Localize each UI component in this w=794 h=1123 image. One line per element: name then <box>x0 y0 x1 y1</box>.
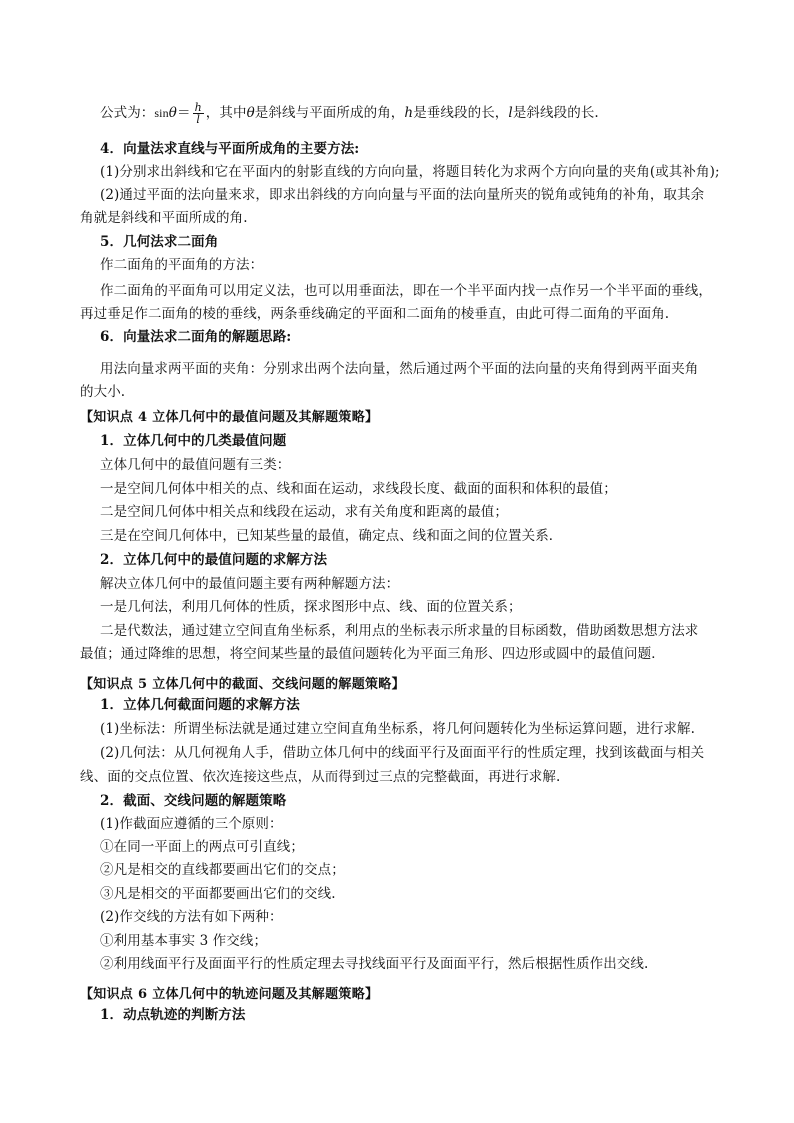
paragraph: (1)分别求出斜线和它在平面内的射影直线的方向向量，将题目转化为求两个方向向量的夹角(或其补角); <box>100 164 720 180</box>
paragraph: 三是在空间几何体中，已知某些量的最值，确定点、线和面之间的位置关系． <box>100 528 563 544</box>
list-item: ②凡是相交的直线都要画出它们的交点； <box>100 862 345 878</box>
paragraph: 立体几何中的最值问题有三类： <box>100 457 291 473</box>
theta-symbol: θ <box>168 105 177 121</box>
paragraph: (1)坐标法：所谓坐标法就是通过建立空间直角坐标系，将几何问题转化为坐标运算问题，进行求解. <box>100 721 696 737</box>
paragraph: 角就是斜线和平面所成的角. <box>80 210 248 226</box>
knowledge-point-5-header: 【知识点 5 立体几何中的截面、交线问题的解题策略】 <box>80 677 405 692</box>
list-item: ①利用基本事实 3 作交线； <box>100 933 268 949</box>
list-item: ①在同一平面上的两点可引直线； <box>100 839 304 855</box>
list-item: ③凡是相交的平面都要画出它们的交线. <box>100 886 336 902</box>
paragraph: 用法向量求两平面的夹角：分别求出两个法向量，然后通过两个平面的法向量的夹角得到两平面夹角 <box>100 361 699 377</box>
paragraph: 作二面角的平面角的方法： <box>100 257 264 273</box>
formula-l: l <box>508 105 513 121</box>
section-5-title: 5．几何法求二面角 <box>100 234 219 250</box>
sine-formula <box>154 102 205 125</box>
formula-prefix: 公式为： <box>100 105 155 121</box>
subsection-title: 1．动点轨迹的判断方法 <box>100 1007 246 1023</box>
knowledge-point-6-header: 【知识点 6 立体几何中的轨迹问题及其解题策略】 <box>80 987 379 1002</box>
paragraph: 二是代数法，通过建立空间直角坐标系，利用点的坐标表示所求量的目标函数，借助函数思想方法求 <box>100 623 699 639</box>
paragraph: 作二面角的平面角可以用定义法，也可以用垂面法，即在一个半平面内找一点作另一个半平面的垂线， <box>100 283 712 299</box>
formula-line <box>100 102 750 125</box>
paragraph: 最值；通过降维的思想，将空间某些量的最值问题转化为平面三角形、四边形或圆中的最值问题． <box>80 646 665 662</box>
subsection-title: 1．立体几何中的几类最值问题 <box>100 433 287 449</box>
subsection-title: 1．立体几何截面问题的求解方法 <box>100 697 300 713</box>
equals-sign: ＝ <box>176 105 191 121</box>
fraction-numerator: h <box>194 101 202 114</box>
section-6-title: 6．向量法求二面角的解题思路: <box>100 329 292 345</box>
subsection-title: 2．立体几何中的最值问题的求解方法 <box>100 552 328 568</box>
formula-h: h <box>404 105 414 121</box>
subsection-title: 2．截面、交线问题的解题策略 <box>100 793 287 809</box>
paragraph: 线、面的交点位置、依次连接这些点，从而得到过三点的完整截面，再进行求解. <box>80 769 561 785</box>
knowledge-point-4-header: 【知识点 4 立体几何中的最值问题及其解题策略】 <box>80 410 379 425</box>
formula-theta: θ <box>246 105 255 121</box>
paragraph: (2)通过平面的法向量来求，即求出斜线的方向向量与平面的法向量所夹的锐角或钝角的补角，取其余 <box>100 187 705 203</box>
formula-text-c: 是垂线段的长， <box>413 105 509 121</box>
fraction-h-over-l <box>193 102 204 125</box>
paragraph: 解决立体几何中的最值问题主要有两种解题方法： <box>100 576 400 592</box>
fraction-denominator: l <box>196 113 200 126</box>
paragraph: (2)作交线的方法有如下两种： <box>100 909 283 925</box>
paragraph: 的大小. <box>80 384 126 400</box>
section-4-title: 4．向量法求直线与平面所成角的主要方法: <box>100 141 360 157</box>
paragraph: 一是几何法，利用几何体的性质，探求图形中点、线、面的位置关系； <box>100 599 522 615</box>
formula-text-d: 是斜线段的长. <box>512 105 599 121</box>
formula-text-a: ，其中 <box>205 105 247 121</box>
formula-text-b: 是斜线与平面所成的角， <box>254 105 405 121</box>
paragraph: 二是空间几何体中相关点和线段在运动，求有关角度和距离的最值； <box>100 504 508 520</box>
paragraph: (2)几何法：从几何视角人手，借助立体几何中的线面平行及面面平行的性质定理，找到该截面与相关 <box>100 745 705 761</box>
list-item: ②利用线面平行及面面平行的性质定理去寻找线面平行及面面平行，然后根据性质作出交线. <box>100 956 649 972</box>
paragraph: 一是空间几何体中相关的点、线和面在运动，求线段长度、截面的面积和体积的最值； <box>100 481 617 497</box>
paragraph: (1)作截面应遵循的三个原则： <box>100 816 283 832</box>
sin-symbol: sin <box>154 106 169 120</box>
paragraph: 再过垂足作二面角的棱的垂线，两条垂线确定的平面和二面角的棱垂直，由此可得二面角的平面角. <box>80 306 670 322</box>
